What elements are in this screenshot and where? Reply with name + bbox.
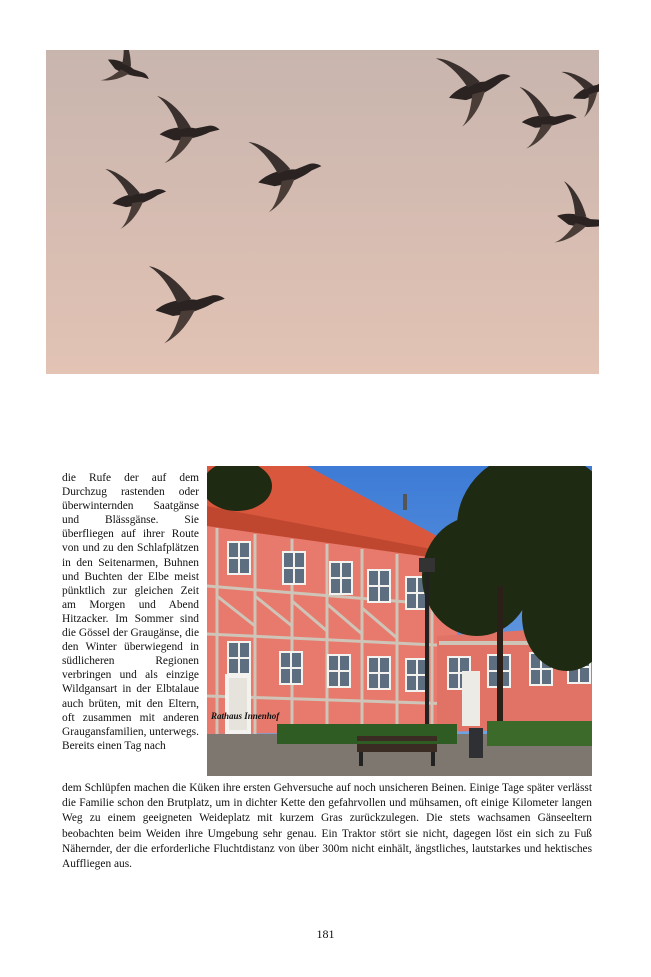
geese-photo <box>46 50 599 374</box>
column-paragraph-continued: Bereits einen Tag nach <box>62 739 166 752</box>
column-paragraph: die Rufe der auf dem Durchzug rastenden oder überwinternden Saatgänse und Blässgänse. Sie überfliegen auf ihrer Route von und zu den Schlafplätzen in den Seitenarmen, Buhnen und Buchten der Elbe meist pünktlich zur gleichen Zeit am Morgen und Abend Hitzacker. Im Sommer sind die Gössel der Graugänse, die den Winter überwiegend in südlicheren Regionen verbringen und als einzige Wildgansart in der Elbtalaue auch brüten, mit den Eltern, oft zusammen mit anderen Graugansfamilien, unterwegs. <box>62 472 199 738</box>
body-paragraph: dem Schlüpfen machen die Küken ihre ersten Gehversuche auf noch unsicheren Beinen. Einige Tage später verlässt die Familie schon den Brutplatz, um in dichter Kette den gefahrvollen und mühsamen, oft einige Kilometer langen Weg zu einem geeigneten Weideplatz mit kurzem Gras zurückzulegen. Die stets wachsamen Gänseeltern beobachten beim Weiden ihre Umgebung sehr genau. Ein Traktor stört sie nicht, dagegen löst ein sich zu Fuß Nähernder, der die erforderliche Fluchtdistanz von über 300m nicht einhält, ängstliches, lautstarkes und hektisches Auffliegen aus. <box>62 782 592 871</box>
photo-caption: Rathaus Innenhof <box>211 711 280 721</box>
column-text <box>62 471 199 753</box>
page-number: 181 <box>316 927 335 941</box>
rathaus-photo <box>207 466 592 776</box>
